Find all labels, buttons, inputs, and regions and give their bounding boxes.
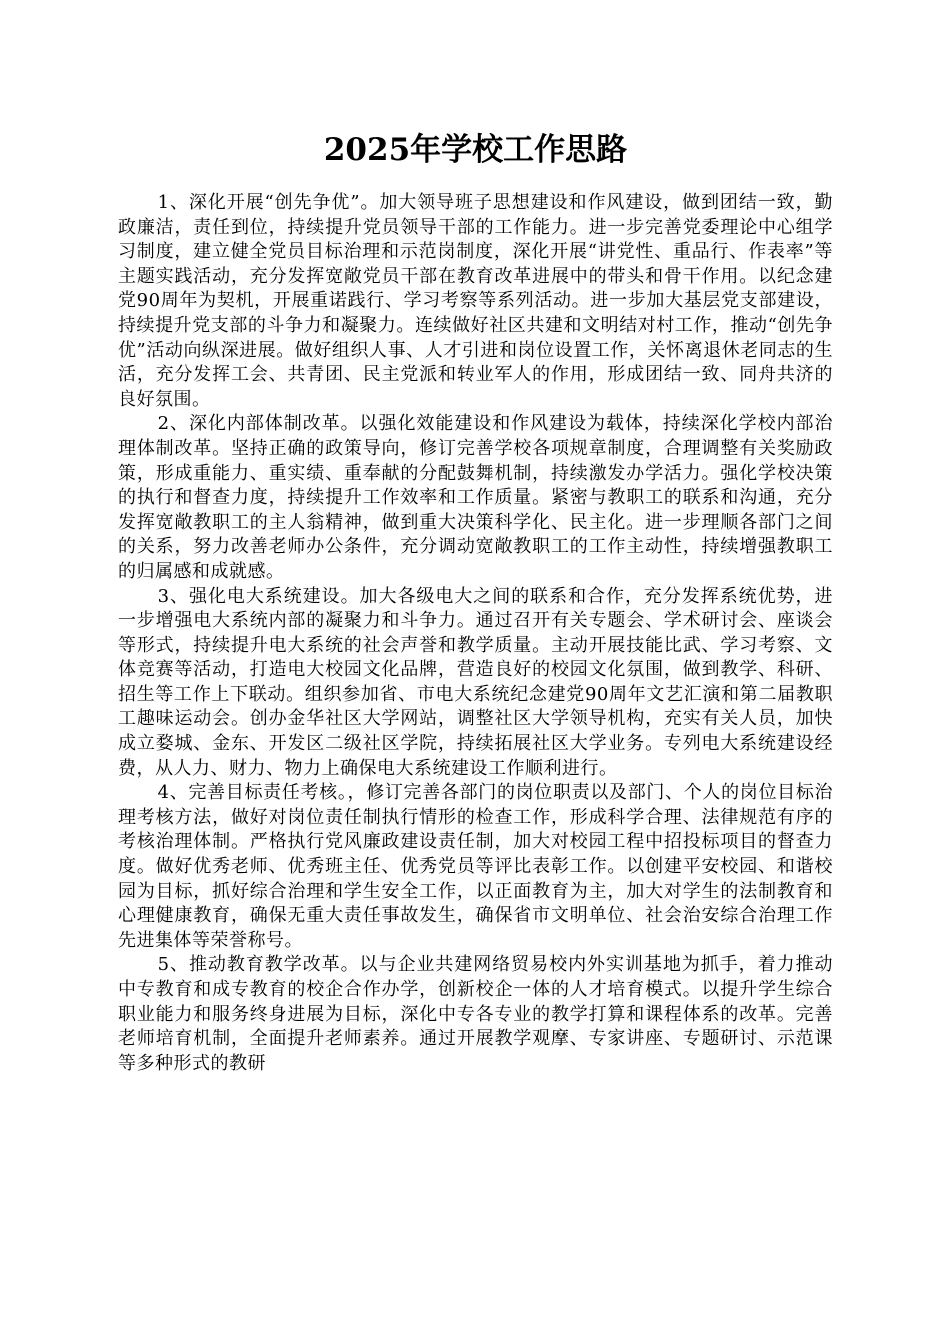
- document-title: 2025年学校工作思路: [323, 132, 628, 168]
- paragraph-2: 2、深化内部体制改革。以强化效能建设和作风建设为载体，持续深化学校内部治理体制改革。坚持正确的政策导向，修订完善学校各项规章制度，合理调整有关奖励政策，形成重能力、重实绩、重奉献的分配鼓舞机制，持续激发办学活力。强化学校决策的执行和督查力度，持续提升工作效率和工作质量。紧密与教职工的联系和沟通，充分发挥宽敞教职工的主人翁精神，做到重大决策科学化、民主化。进一步理顺各部门之间的关系，努力改善老师办公条件，充分调动宽敞教职工的工作主动性，持续增强教职工的归属感和成就感。: [118, 413, 833, 582]
- paragraph-3: 3、强化电大系统建设。加大各级电大之间的联系和合作，充分发挥系统优势，进一步增强电大系统内部的凝聚力和斗争力。通过召开有关专题会、学术研讨会、座谈会等形式，持续提升电大系统的社会声誉和教学质量。主动开展技能比武、学习考察、文体竞赛等活动，打造电大校园文化品牌，营造良好的校园文化氛围，做到教学、科研、招生等工作上下联动。组织参加省、市电大系统纪念建党90周年文艺汇演和第二届教职工趣味运动会。创办金华社区大学网站，调整社区大学领导机构，充实有关人员，加快成立婺城、金东、开发区二级社区学院，持续拓展社区大学业务。专列电大系统建设经费，从人力、财力、物力上确保电大系统建设工作顺利进行。: [118, 585, 833, 779]
- paragraph-1: 1、深化开展“创先争优”。加大领导班子思想建设和作风建设，做到团结一致，勤政廉洁，责任到位，持续提升党员领导干部的工作能力。进一步完善党委理论中心组学习制度，建立健全党员目标治理和示范岗制度，深化开展“讲党性、重品行、作表率”等主题实践活动，充分发挥宽敞党员干部在教育改革进展中的带头和骨干作用。以纪念建党90周年为契机，开展重诺践行、学习考察等系列活动。进一步加大基层党支部建设，持续提升党支部的斗争力和凝聚力。连续做好社区共建和文明结对村工作，推动“创先争优”活动向纵深进展。做好组织人事、人才引进和岗位设置工作，关怀离退休老同志的生活，充分发挥工会、共青团、民主党派和转业军人的作用，形成团结一致、同舟共济的良好氛围。: [118, 192, 833, 410]
- paragraph-5: 5、推动教育教学改革。以与企业共建网络贸易校内外实训基地为抓手，着力推动中专教育和成专教育的校企合作办学，创新校企一体的人才培育模式。以提升学生综合职业能力和服务终身进展为目标，深化中专各专业的教学打算和课程体系的改革。完善老师培育机制，全面提升老师素养。通过开展教学观摩、专家讲座、专题研讨、示范课等多种形式的教研: [118, 954, 833, 1074]
- paragraph-4: 4、完善目标责任考核。，修订完善各部门的岗位职责以及部门、个人的岗位目标治理考核方法，做好对岗位责任制执行情形的检查工作，形成科学合理、法律规范有序的考核治理体制。严格执行党风廉政建设责任制，加大对校园工程中招投标项目的督查力度。做好优秀老师、优秀班主任、优秀党员等评比表彰工作。以创建平安校园、和谐校园为目标，抓好综合治理和学生安全工作，以正面教育为主，加大对学生的法制教育和心理健康教育，确保无重大责任事故发生，确保省市文明单位、社会治安综合治理工作先进集体等荣誉称号。: [118, 782, 833, 951]
- document-page: [118, 128, 833, 1076]
